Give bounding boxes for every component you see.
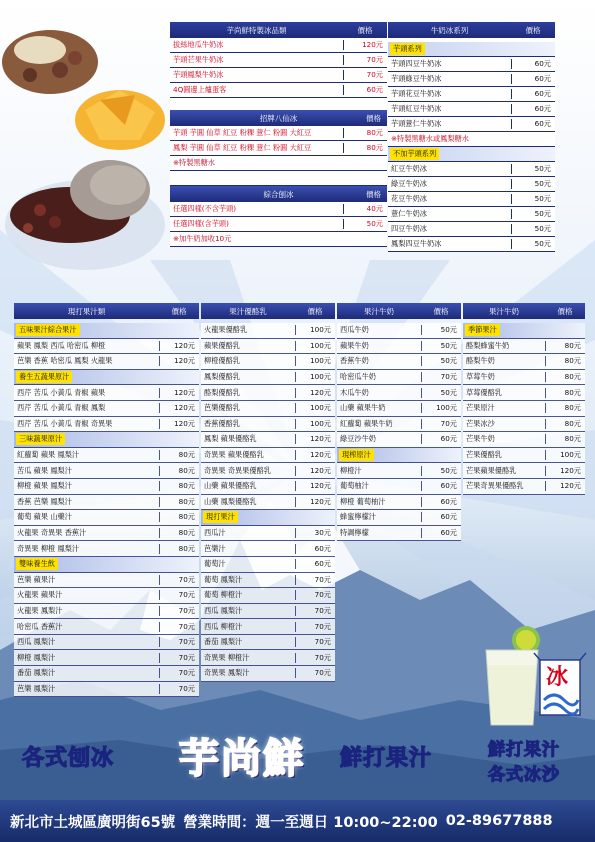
menu-item: 花豆牛奶冰 50元 xyxy=(388,192,555,207)
menu-item: 芒果冰沙 80元 xyxy=(463,417,585,433)
milk-ice-header xyxy=(388,22,555,38)
juice-column-milk xyxy=(337,303,461,541)
juice-column-title: 果汁優酪乳 xyxy=(229,306,267,316)
menu-item: 葡萄 柳橙汁 70元 xyxy=(201,588,335,604)
menu-item: 火龍果 奇異果 香蕉汁 80元 xyxy=(14,526,199,542)
menu-item: 芋頭綠豆牛奶冰 60元 xyxy=(388,72,555,87)
menu-item: 柳橙優酪乳 100元 xyxy=(201,354,335,370)
slogan-right-bottom: 各式冰沙 xyxy=(488,765,560,785)
eight-immortals-price-header: 價格 xyxy=(366,113,381,123)
menu-item: 酪梨優酪乳 120元 xyxy=(201,385,335,401)
menu-item: 草莓優酪乳 80元 xyxy=(463,385,585,401)
menu-item: 火龍果優酪乳 100元 xyxy=(201,323,335,339)
menu-item: 葡萄柚汁 60元 xyxy=(337,479,461,495)
menu-item: 紅蘿蔔 蘋果牛奶 70元 xyxy=(337,417,461,433)
menu-item: 草莓牛奶 80元 xyxy=(463,370,585,386)
menu-item: 芭樂汁 60元 xyxy=(201,541,335,557)
menu-item: 葡萄 蘋果 山藥汁 80元 xyxy=(14,510,199,526)
section-label: 現打果汁 xyxy=(201,510,335,526)
menu-item: 芒果牛奶 80元 xyxy=(463,432,585,448)
menu-item: 芋頭薏仁牛奶冰 60元 xyxy=(388,117,555,132)
special-title: 芋尚鮮特製冰品類 xyxy=(226,25,287,35)
eight-immortals-header xyxy=(170,110,387,126)
footer-hours: 營業時間：週一至週日 10:00~22:00 xyxy=(183,814,438,831)
menu-item: 奇異果 蘋果優酪乳 120元 xyxy=(201,448,335,464)
menu-item: 西芹 苦瓜 小黃瓜 青椒 奇異果 120元 xyxy=(14,417,199,433)
lemon-drink-image xyxy=(478,625,588,730)
menu-item: 芋頭芒果牛奶冰 70元 xyxy=(170,53,387,68)
menu-item: 任選四樣(不含芋頭) 40元 xyxy=(170,202,387,217)
juice-column-title: 現打果汁類 xyxy=(67,306,106,316)
juice-price-header: 價格 xyxy=(171,306,187,316)
menu-item: 芭樂優酪乳 100元 xyxy=(201,401,335,417)
menu-note: ※加牛奶加收10元 xyxy=(170,232,387,247)
menu-empty-row xyxy=(170,171,387,186)
menu-item: 西瓜 鳳梨汁 70元 xyxy=(14,635,199,651)
section-label: 現榨原汁 xyxy=(337,448,461,464)
juice-column-header xyxy=(463,303,585,319)
menu-item: 西瓜 鳳梨汁 70元 xyxy=(201,604,335,620)
menu-item: 柳橙汁 50元 xyxy=(337,463,461,479)
menu-item: 柳橙 鳳梨汁 70元 xyxy=(14,650,199,666)
menu-item: 芋頭紅豆牛奶冰 60元 xyxy=(388,102,555,117)
footer-bar xyxy=(0,800,595,842)
menu-item: 火龍果 蘋果汁 70元 xyxy=(14,588,199,604)
menu-item: 火龍果 鳳梨汁 70元 xyxy=(14,604,199,620)
section-label: 五味果汁綜合果汁 xyxy=(14,323,199,339)
menu-item: 奇異果 奇異果優酪乳 120元 xyxy=(201,463,335,479)
menu-item: 4Q圓邊上爐蛋客 60元 xyxy=(170,83,387,98)
combo-title: 綜合刨冰 xyxy=(263,189,294,199)
special-ice-panel xyxy=(170,22,387,247)
section-label: 不加芋頭系列 xyxy=(388,147,555,162)
menu-note: ※特製黑糖水 xyxy=(170,156,387,171)
juice-column-title: 果汁牛奶 xyxy=(364,306,394,316)
menu-item: 酪梨蜂蜜牛奶 80元 xyxy=(463,339,585,355)
menu-item: 山藥 鳳梨優酪乳 120元 xyxy=(201,495,335,511)
ice-flag-char: 冰 xyxy=(546,665,569,690)
menu-note: ※特製黑糖水或鳳梨糖水 xyxy=(388,132,555,147)
menu-item: 奇異果 鳳梨汁 70元 xyxy=(201,666,335,682)
menu-item: 芒果奇異果優酪乳 120元 xyxy=(463,479,585,495)
slogan-right-top: 鮮打果汁 xyxy=(488,740,560,760)
menu-item: 芒果蘋果優酪乳 120元 xyxy=(463,463,585,479)
menu-item: 香蕉 芭樂 鳳梨汁 80元 xyxy=(14,495,199,511)
juice-column-title: 果汁牛奶 xyxy=(489,306,519,316)
juice-column-header xyxy=(201,303,335,319)
menu-item: 番茄 鳳梨汁 70元 xyxy=(201,635,335,651)
menu-item: 芋頭四豆牛奶冰 60元 xyxy=(388,57,555,72)
menu-item: 蘋果優酪乳 100元 xyxy=(201,339,335,355)
menu-item: 香蕉優酪乳 100元 xyxy=(201,417,335,433)
slogan-fresh-juice: 鮮打果汁 xyxy=(340,746,433,771)
menu-item: 芋頭花豆牛奶冰 60元 xyxy=(388,87,555,102)
menu-item: 哈密瓜 香蕉汁 70元 xyxy=(14,619,199,635)
menu-item: 酪梨牛奶 80元 xyxy=(463,354,585,370)
milk-ice-panel xyxy=(388,22,555,252)
section-label: 養生五蔬果原汁 xyxy=(14,370,199,386)
footer-phone: 02-89677888 xyxy=(445,813,553,829)
menu-item: 蘋果 鳳梨 西瓜 哈密瓜 柳橙 120元 xyxy=(14,339,199,355)
menu-item: 蘋果牛奶 50元 xyxy=(337,339,461,355)
combo-price-header: 價格 xyxy=(366,189,381,199)
menu-item: 鳳梨 蘋果優酪乳 120元 xyxy=(201,432,335,448)
menu-item: 鳳梨 芋圓 仙草 紅豆 粉粿 薏仁 粉圓 大紅豆 80元 xyxy=(170,141,387,156)
menu-item: 木瓜牛奶 50元 xyxy=(337,385,461,401)
menu-item: 鳳梨優酪乳 100元 xyxy=(201,370,335,386)
juice-price-header: 價格 xyxy=(557,306,573,316)
menu-item: 葡萄汁 60元 xyxy=(201,557,335,573)
menu-item: 紅豆牛奶冰 50元 xyxy=(388,162,555,177)
section-label: 雙味養生飲 xyxy=(14,557,199,573)
menu-item: 奇異果 柳橙 鳳梨汁 80元 xyxy=(14,541,199,557)
menu-item: 西瓜 柳橙汁 70元 xyxy=(201,619,335,635)
combo-header xyxy=(170,186,387,202)
shaved-ice-bowl-image xyxy=(0,0,175,290)
menu-item: 綠豆牛奶冰 50元 xyxy=(388,177,555,192)
menu-item: 紅蘿蔔 蘋果 鳳梨汁 80元 xyxy=(14,448,199,464)
menu-item: 任選四樣(含芋頭) 50元 xyxy=(170,217,387,232)
juice-column-header xyxy=(337,303,461,319)
milk-ice-price-header: 價格 xyxy=(525,25,541,35)
juice-column-yogurt xyxy=(201,303,335,682)
menu-item: 西瓜汁 30元 xyxy=(201,526,335,542)
menu-item: 鳳梨四豆牛奶冰 50元 xyxy=(388,237,555,252)
menu-item: 芭樂 蘋果汁 70元 xyxy=(14,573,199,589)
menu-item: 番茄 鳳梨汁 70元 xyxy=(14,666,199,682)
special-price-header: 價格 xyxy=(357,25,373,35)
menu-item: 柳橙 蘋果 鳳梨汁 80元 xyxy=(14,479,199,495)
menu-item: 西芹 苦瓜 小黃瓜 青椒 鳳梨 120元 xyxy=(14,401,199,417)
section-label: 芋頭系列 xyxy=(388,42,555,57)
slogan-shaved-ice: 各式刨冰 xyxy=(22,746,115,771)
menu-item: 蜂蜜檸檬汁 60元 xyxy=(337,510,461,526)
menu-item: 芋頭鳳梨牛奶冰 70元 xyxy=(170,68,387,83)
juice-column-fresh xyxy=(14,303,199,697)
menu-item: 山藥 蘋果優酪乳 120元 xyxy=(201,479,335,495)
menu-item: 薏仁牛奶冰 50元 xyxy=(388,207,555,222)
menu-item: 特調檸檬 60元 xyxy=(337,526,461,542)
milk-ice-title: 牛奶冰系列 xyxy=(430,25,469,35)
menu-item: 山藥 蘋果牛奶 100元 xyxy=(337,401,461,417)
special-header xyxy=(170,22,387,38)
brand-logo: 芋尚鮮 xyxy=(179,736,305,782)
menu-item: 芭樂 鳳梨汁 70元 xyxy=(14,682,199,698)
footer-address: 新北市土城區廣明街65號 xyxy=(10,814,176,831)
menu-item: 香蕉牛奶 50元 xyxy=(337,354,461,370)
juice-price-header: 價格 xyxy=(307,306,323,316)
menu-item: 芒果原汁 80元 xyxy=(463,401,585,417)
eight-immortals-title: 招牌八仙冰 xyxy=(259,113,298,123)
menu-item: 芭樂 香蕉 哈密瓜 鳳梨 火龍果 120元 xyxy=(14,354,199,370)
juice-column-seasonal xyxy=(463,303,585,495)
menu-item: 芋頭 芋圓 仙草 紅豆 粉粿 薏仁 粉圓 大紅豆 80元 xyxy=(170,126,387,141)
menu-item: 西瓜牛奶 50元 xyxy=(337,323,461,339)
juice-price-header: 價格 xyxy=(433,306,449,316)
menu-item: 奇異果 柳橙汁 70元 xyxy=(201,650,335,666)
menu-item: 芒果優酪乳 100元 xyxy=(463,448,585,464)
menu-item: 葡萄 鳳梨汁 70元 xyxy=(201,573,335,589)
section-label: 三味蔬果原汁 xyxy=(14,432,199,448)
menu-item: 拔絲地瓜牛奶冰 120元 xyxy=(170,38,387,53)
section-label: 季節果汁 xyxy=(463,323,585,339)
menu-item: 西芹 苦瓜 小黃瓜 青椒 蘋果 120元 xyxy=(14,385,199,401)
menu-item: 柳橙 葡萄柚汁 60元 xyxy=(337,495,461,511)
menu-item: 綠豆沙牛奶 60元 xyxy=(337,432,461,448)
menu-item: 哈密瓜牛奶 70元 xyxy=(337,370,461,386)
menu-item: 四豆牛奶冰 50元 xyxy=(388,222,555,237)
juice-column-header xyxy=(14,303,199,319)
menu-item: 苦瓜 蘋果 鳳梨汁 80元 xyxy=(14,463,199,479)
